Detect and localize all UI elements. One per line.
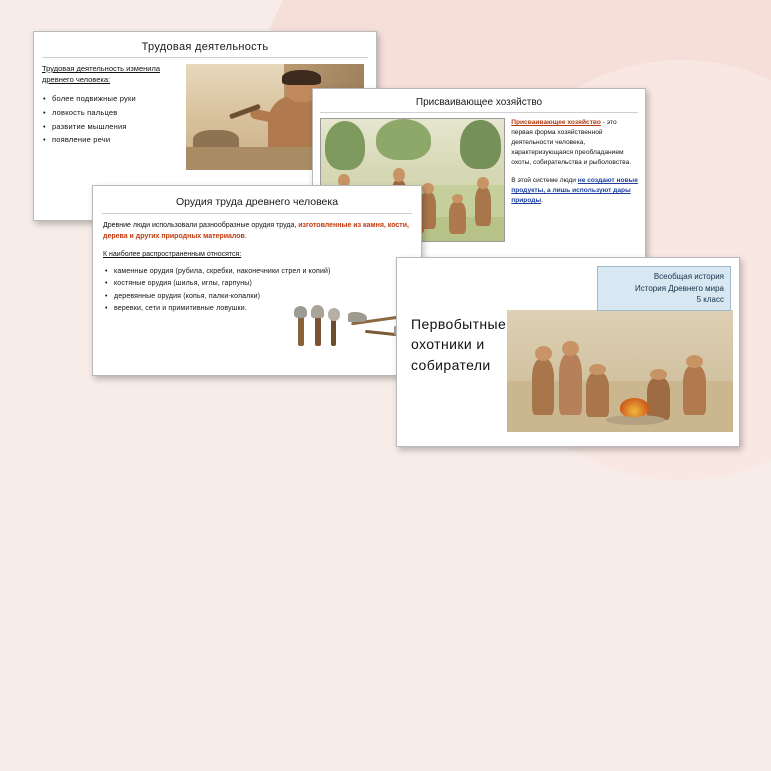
intro-tail: .	[244, 232, 247, 240]
stone-and-bone-tools-illustration	[293, 297, 413, 353]
slide-tools-title: Орудия труда древнего человека	[175, 196, 339, 208]
page-title-line-3: собиратели	[411, 356, 491, 373]
slide-labor-tools[interactable]	[92, 185, 422, 376]
slide-appropriating-note	[511, 176, 638, 206]
list-item: • деревянные орудия (копья, палки-копалки)	[114, 292, 411, 303]
slide-tools-divider	[102, 213, 412, 214]
slide-labor-title: Трудовая деятельность	[141, 41, 269, 53]
list-item: • развитие мышления	[52, 122, 182, 133]
slide-labor-divider	[42, 57, 368, 58]
slide-tools-intro	[103, 221, 411, 242]
slide-appropriating-definition	[511, 118, 638, 167]
note-lead: В этой системе люди	[511, 177, 578, 185]
course-line-1: Всеобщая история	[653, 272, 724, 281]
list-item: • более подвижные руки	[52, 94, 182, 105]
course-line-2: История Древнего мира	[635, 283, 724, 293]
slide-appropriating-title: Присваивающее хозяйство	[415, 97, 543, 108]
list-item: • ловкость пальцев	[52, 108, 182, 119]
term-highlight: Присваивающее хозяйство	[511, 119, 601, 126]
definition-text: - это первая форма хозяйственной деятельности человека, характеризующаяся преобладанием охоты, собирательства и рыболовства.	[511, 119, 632, 166]
slide-appropriating-divider	[320, 112, 638, 113]
note-emphasis: не создают новые продукты, а лишь используют дары природы	[511, 177, 638, 205]
list-item: • костяные орудия (шилья, иглы, гарпуны)	[114, 279, 411, 290]
note-tail: .	[541, 197, 543, 205]
list-item: • веревки, сети и примитивные ловушки.	[114, 304, 411, 315]
slide-labor-bullet-list	[42, 94, 182, 147]
course-line-3: 5 класс	[696, 295, 724, 305]
page-title-line-1: Первобытные	[411, 316, 507, 332]
slide-tools-subtitle: К наиболее распространенным относятся:	[103, 251, 242, 258]
intro-plain: Древние люди использовали разнообразные орудия труда,	[103, 222, 299, 229]
page-title-line-2: охотники и	[411, 336, 485, 353]
intro-highlight: изготовленные из камня, кости, дерева и других природных материалов	[103, 222, 409, 240]
slide-labor-lead: Трудовая деятельность изменила древнего человека:	[42, 64, 161, 84]
page-title	[411, 314, 561, 375]
list-item: • каменные орудия (рубила, скребки, наконечники стрел и копий)	[114, 267, 411, 278]
list-item: • появление речи	[52, 135, 182, 146]
slide-title-primitive-hunters[interactable]	[396, 257, 740, 447]
course-label-box	[597, 266, 731, 311]
